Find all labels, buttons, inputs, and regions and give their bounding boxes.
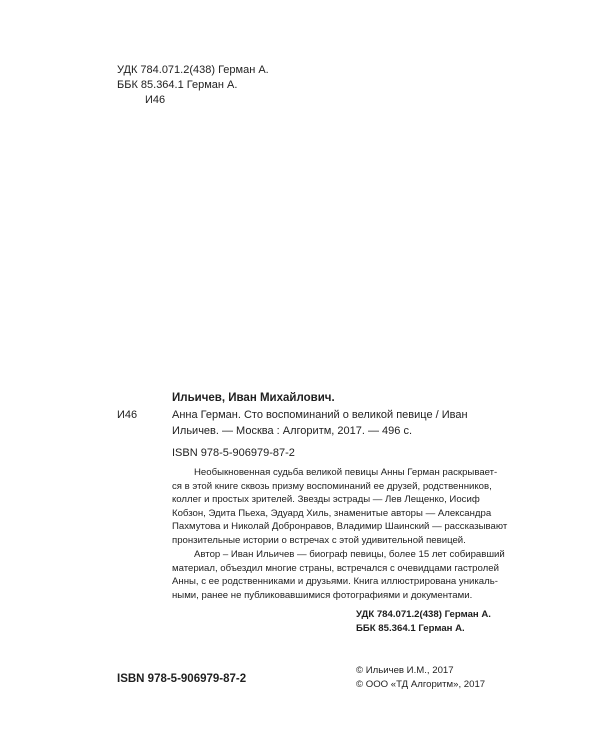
- footer-isbn: ISBN 978-5-906979-87-2: [117, 673, 247, 685]
- title-line-1: Анна Герман. Сто воспоминаний о великой певице / Иван: [172, 409, 468, 421]
- annotation-line: Пахмутова и Николай Добронравов, Владимир Шаинский — рассказывают: [172, 521, 508, 533]
- annotation-line: Анны, с ее родственниками и друзьями. Книга иллюстрирована уникаль-: [172, 576, 498, 588]
- annotation-line: Автор – Иван Ильичев — биограф певицы, более 15 лет собиравший: [194, 549, 505, 560]
- bbk-code-top: ББК 85.364.1 Герман А.: [117, 79, 238, 91]
- title-line-2: Ильичев. — Москва : Алгоритм, 2017. — 496 с.: [172, 425, 413, 437]
- annotation-paragraph-2: [172, 548, 505, 602]
- annotation-line: коллег и простых зрителей. Звезды эстрады — Лев Лещенко, Иосиф: [172, 494, 480, 506]
- author-mark-top: И46: [145, 94, 166, 106]
- bbk-code-bottom: ББК 85.364.1 Герман А.: [356, 623, 465, 634]
- copyright-author: © Ильичев И.М., 2017: [356, 665, 454, 676]
- record-isbn: ISBN 978-5-906979-87-2: [172, 447, 295, 459]
- annotation-line: Необыкновенная судьба великой певицы Анны Герман раскрывает-: [194, 467, 498, 478]
- annotation-line: материал, объездил многие страны, встречался с очевидцами гастролей: [172, 562, 499, 574]
- author-mark: И46: [117, 409, 138, 421]
- udk-code-top: УДК 784.071.2(438) Герман А.: [117, 64, 269, 76]
- author-heading: Ильичев, Иван Михайлович.: [172, 392, 335, 404]
- udk-code-bottom: УДК 784.071.2(438) Герман А.: [356, 609, 491, 620]
- annotation-line: пронзительные истории о встречах с этой удивительной певицей.: [172, 534, 466, 546]
- annotation-line: ными, ранее не публиковавшимися фотографиями и документами.: [172, 589, 473, 601]
- annotation-line: Кобзон, Эдита Пьеха, Эдуард Хиль, знаменитые авторы — Александра: [172, 507, 492, 519]
- annotation-line: ся в этой книге сквозь призму воспоминаний ее друзей, родственников,: [172, 480, 492, 492]
- copyright-publisher: © ООО «ТД Алгоритм», 2017: [356, 679, 486, 690]
- annotation-paragraph-1: [172, 466, 507, 548]
